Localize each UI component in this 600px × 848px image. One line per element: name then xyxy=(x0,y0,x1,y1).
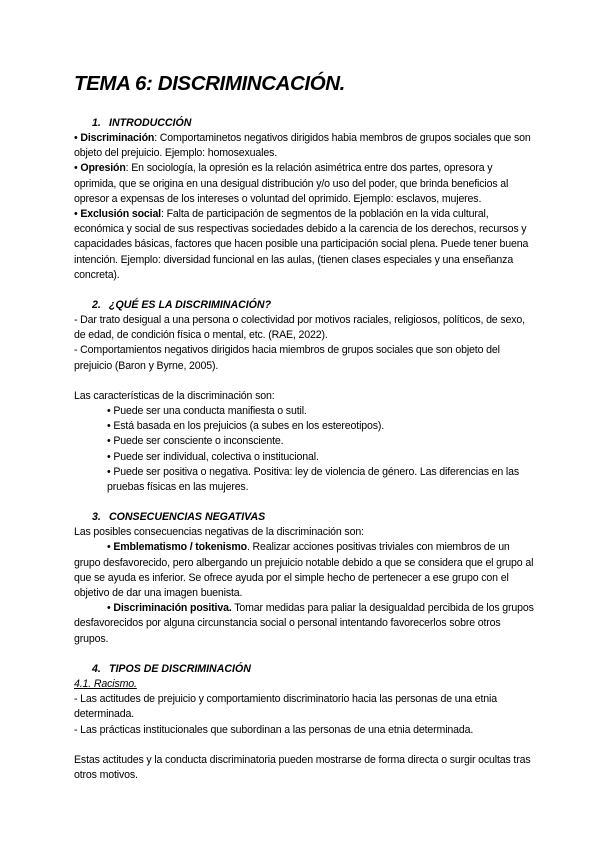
list-item: • Puede ser consciente o inconsciente. xyxy=(107,435,284,448)
definition-opresion: • Opresión: En sociología, la opresión es la relación asimétrica entre dos partes, opresora y oprimida, que se origina en una desigual distribución y/o uso del poder, que brinda beneficios al opresor a expensas de los intereses o voluntad del oprimido. Ejemplo: esclavos, mujeres. xyxy=(74,162,509,205)
racismo-line-2: - Las prácticas institucionales que subordinan a las personas de una etnia determinada. xyxy=(74,723,474,736)
definition-exclusion-social: • Exclusión social: Falta de participación de segmentos de la población en la vida cultural, económica y social de sus respectivas sociedades debido a la carencia de los derechos, recursos y capacidades básicas, factores que hacen posible una participación social plena. Puede tener buena intención. Ejemplo: diversidad funcional en las aulas, (tienen clases especiales y una enseñanza concreta). xyxy=(74,208,529,281)
list-item: • Puede ser positiva o negativa. Positiva: ley de violencia de género. Las diferencias en las pruebas físicas en las mujeres. xyxy=(107,465,519,494)
list-item: • Está basada en los prejuicios (a subes en los estereotipos). xyxy=(107,420,385,433)
definition-rae: - Dar trato desigual a una persona o colectividad por motivos raciales, religiosos, políticos, de sexo, de edad, de condición física o mental, etc. (RAE, 2022). xyxy=(74,314,525,342)
section-heading-consecuencias: 3. CONSECUENCIAS NEGATIVAS xyxy=(92,511,266,524)
consequences-intro: Las posibles consecuencias negativas de la discriminación son: xyxy=(74,526,364,539)
page-title: TEMA 6: DISCRIMINCACIÓN. xyxy=(74,72,345,95)
section-heading-introduccion: 1. INTRODUCCIÓN xyxy=(92,117,192,129)
subsection-racismo: 4.1. Racismo. xyxy=(74,677,137,690)
characteristics-intro: Las características de la discriminación son: xyxy=(74,389,275,402)
characteristics-list xyxy=(74,404,536,495)
list-item: • Puede ser una conducta manifiesta o sutil. xyxy=(107,405,307,418)
section-heading-tipos: 4. TIPOS DE DISCRIMINACIÓN xyxy=(92,662,251,675)
document-body xyxy=(74,72,536,783)
definition-baron-byrne: - Comportamientos negativos dirigidos hacia miembros de grupos sociales que son objeto del prejuicio (Baron y Byrne, 2005). xyxy=(74,344,500,372)
racismo-closing: Estas actitudes y la conducta discriminatoria pueden mostrarse de forma directa o surgir ocultas tras otros motivos. xyxy=(74,753,531,781)
consequence-tokenismo: • Emblematismo / tokenismo. Realizar acciones positivas triviales con miembros de un grupo desfavorecido, pero albergando un prejuicio notable debido a que se considera que el grupo al que se ayuda es inferior. Se ofrece ayuda por el simple hecho de pertenecer a ese grupo con el objetivo de dar una imagen buenista. xyxy=(74,541,534,600)
list-item: • Puede ser individual, colectiva o institucional. xyxy=(107,450,319,463)
consequence-discriminacion-positiva: • Discriminación positiva. Tomar medidas para paliar la desigualdad percibida de los grupos desfavorecidos por alguna circunstancia social o personal intentando favorecerlos sobre otros grupos. xyxy=(74,602,534,645)
section-heading-que-es: 2. ¿QUÉ ES LA DISCRIMINACIÓN? xyxy=(92,299,272,312)
definition-discriminacion: • Discriminación: Comportaminetos negativos dirigidos habia membros de grupos sociales que son objeto del prejuicio. Ejemplo: homosexuales. xyxy=(74,132,531,160)
racismo-line-1: - Las actitudes de prejuicio y comportamiento discriminatorio hacia las personas de una etnia determinada. xyxy=(74,693,497,721)
